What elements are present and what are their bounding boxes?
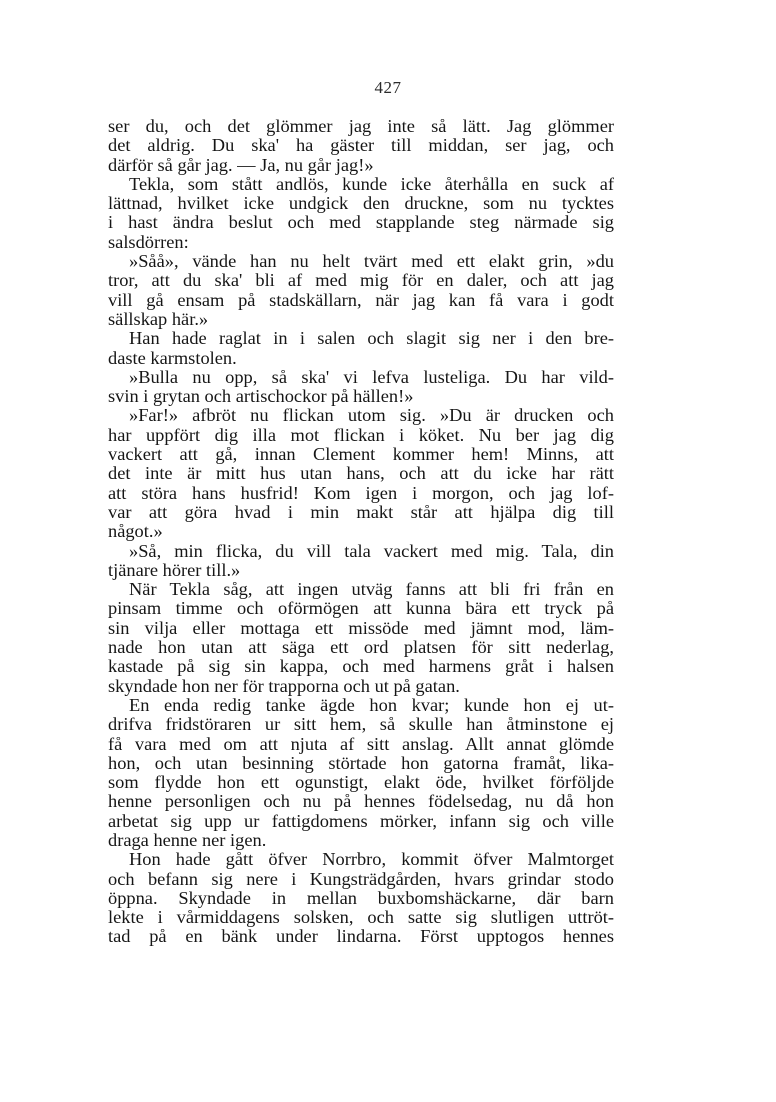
text-line: något.» — [108, 522, 163, 542]
text-line: nade hon utan att säga ett ord platsen för sitt nederlag, — [108, 638, 614, 658]
text-line: vill gå ensam på stadskällarn, när jag kan få vara i godt — [108, 290, 614, 310]
text-line: lekte i vårmiddagens solsken, och satte sig slutligen uttröt- — [108, 908, 614, 928]
text-line: öppna. Skyndade in mellan buxbomshäckarne, där barn — [108, 888, 614, 908]
text-line: ser du, och det glömmer jag inte så lätt. Jag glömmer — [108, 117, 614, 136]
text-line: lättnad, hvilket icke undgick den druckne, som nu tycktes — [108, 194, 614, 214]
text-line: svin i grytan och artischockor på hällen!» — [108, 387, 414, 407]
text-line: att störa hans husfrid! Kom igen i morgon, och jag lof- — [108, 483, 614, 503]
text-line: sin vilja eller mottaga ett missöde med jämnt mod, läm- — [108, 618, 614, 638]
text-line: Han hade raglat in i salen och slagit sig ner i den bre- — [129, 329, 614, 349]
text-line: som flydde hon ett ogunstigt, elakt öde, hvilket förföljde — [108, 773, 614, 793]
text-line: hon, och utan besinning störtade hon gatorna framåt, lika- — [108, 753, 614, 773]
text-line: »Så, min flicka, du vill tala vackert med mig. Tala, din — [129, 541, 614, 561]
text-line: tror, att du ska' bli af med mig för en daler, och att jag — [108, 271, 614, 291]
text-line: vackert att gå, innan Clement kommer hem! Minns, att — [108, 445, 614, 465]
text-line: har uppfört dig illa mot flickan i köket. Nu ber jag dig — [108, 425, 614, 445]
text-line: arbetat sig upp ur fattigdomens mörker, infann sig och ville — [108, 811, 614, 831]
text-line: salsdörren: — [108, 232, 189, 252]
text-line: daste karmstolen. — [108, 348, 237, 368]
page-number: 427 — [374, 78, 402, 97]
text-line: det aldrig. Du ska' ha gäster till middan, ser jag, och — [108, 136, 614, 156]
text-line: pinsam timme och oförmögen att kunna bära ett tryck på — [108, 599, 614, 619]
text-line: »Bulla nu opp, så ska' vi lefva lusteliga. Du har vild- — [129, 367, 614, 387]
text-line: tad på en bänk under lindarna. Först upptogos hennes — [108, 927, 614, 947]
text-line: och befann sig nere i Kungsträdgården, hvars grindar stodo — [108, 869, 614, 889]
text-line: drifva fridstöraren ur sitt hem, så skulle han åtminstone ej — [108, 715, 614, 735]
body-text — [108, 117, 614, 947]
text-line: få vara med om att njuta af sitt anslag. Allt annat glömde — [108, 734, 614, 754]
text-line: var att göra hvad i min makt står att hjälpa dig till — [108, 502, 614, 522]
text-line: »Far!» afbröt nu flickan utom sig. »Du är drucken och — [129, 406, 614, 426]
text-line: i hast ändra beslut och med stapplande steg närmade sig — [108, 213, 614, 233]
text-line: henne personligen och nu på hennes födelsedag, nu då hon — [108, 792, 614, 812]
text-line: När Tekla såg, att ingen utväg fanns att bli fri från en — [129, 580, 614, 600]
text-line: det inte är mitt hus utan hans, och att du icke har rätt — [108, 464, 614, 484]
text-line: sällskap här.» — [108, 309, 209, 329]
text-line: En enda redig tanke ägde hon kvar; kunde hon ej ut- — [129, 695, 614, 715]
text-line: därför så går jag. — Ja, nu går jag!» — [108, 155, 374, 175]
text-line: »Såå», vände han nu helt tvärt med ett elakt grin, »du — [129, 252, 614, 272]
text-line: kastade på sig sin kappa, och med harmens gråt i halsen — [108, 657, 614, 677]
text-line: Hon hade gått öfver Norrbro, kommit öfver Malmtorget — [129, 850, 614, 870]
text-line: draga henne ner igen. — [108, 830, 267, 850]
text-line: tjänare hörer till.» — [108, 560, 241, 580]
text-line: Tekla, som stått andlös, kunde icke återhålla en suck af — [129, 174, 614, 194]
text-line: skyndade hon ner för trapporna och ut på gatan. — [108, 676, 460, 696]
